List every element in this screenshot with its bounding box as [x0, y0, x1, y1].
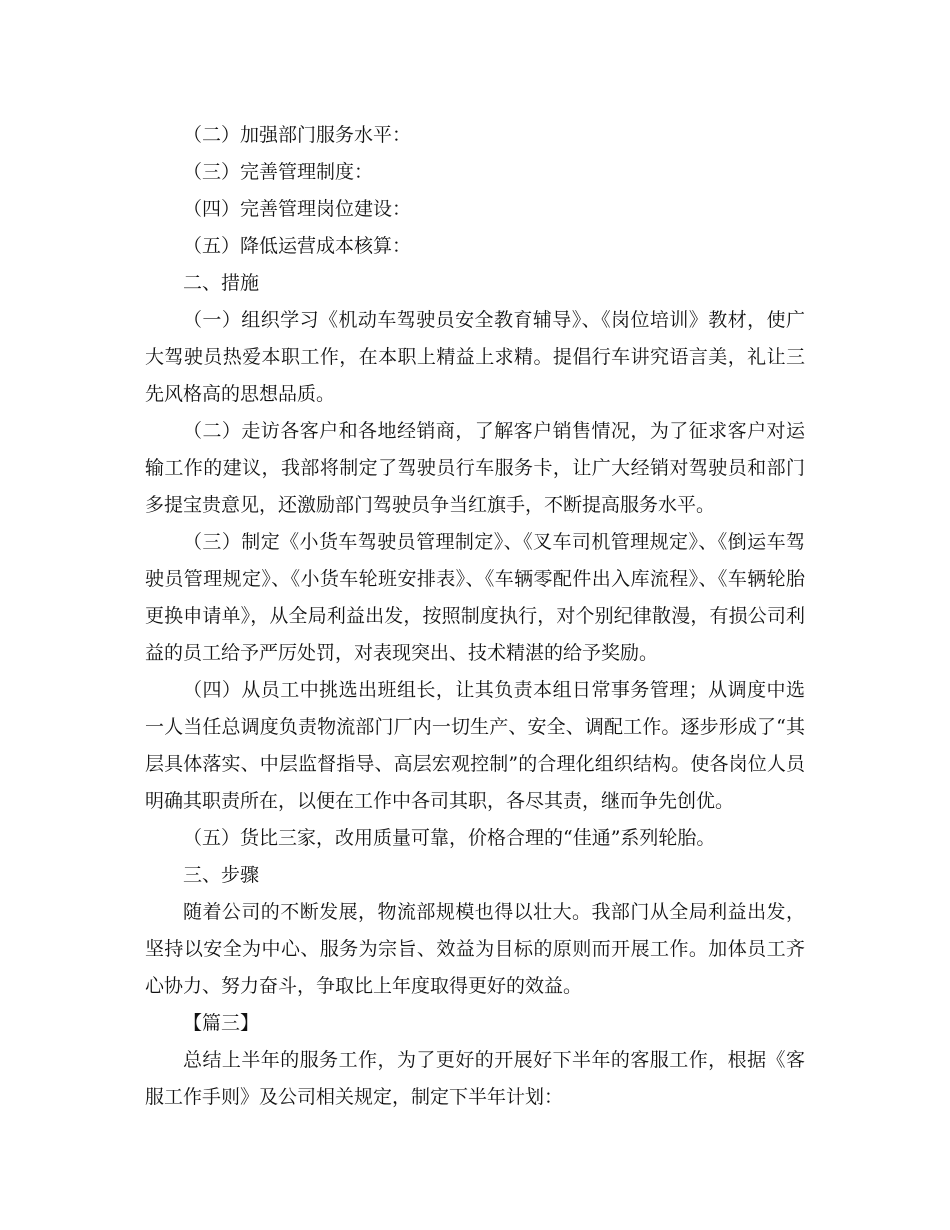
paragraph-measure-5: （五）货比三家，改用质量可靠，价格合理的“佳通”系列轮胎。 — [183, 827, 716, 849]
paragraph-measure-2: （二）走访各客户和各地经销商，了解客户销售情况，为了征求客户对运输工作的建议，我部将制定了驾驶员行车服务卡，让广大经销对驾驶员和部门多提宝贵意见，还激励部门驾驶员争当红旗手，不断提高服务水平。 — [145, 420, 805, 516]
section-heading-steps: 三、步骤 — [183, 864, 260, 886]
document-body — [145, 117, 805, 1116]
paragraph-goal-3: （三）完善管理制度： — [183, 161, 374, 183]
paragraph-measure-1: （一）组织学习《机动车驾驶员安全教育辅导》、《岗位培训》教材，使广大驾驶员热爱本职工作，在本职上精益上求精。提倡行车讲究语言美，礼让三先风格高的思想品质。 — [145, 309, 805, 405]
paragraph-goal-4: （四）完善管理岗位建设： — [183, 198, 412, 220]
paragraph-goal-5: （五）降低运营成本核算： — [183, 235, 412, 257]
paragraph-measure-3: （三）制定《小货车驾驶员管理制定》、《叉车司机管理规定》、《倒运车驾驶员管理规定》、《小货车轮班安排表》、《车辆零配件出入库流程》、《车辆轮胎更换申请单》，从全局利益出发，按照制度执行，对个别纪律散漫，有损公司利益的员工给予严厉处罚，对表现突出、技术精湛的给予奖励。 — [145, 531, 805, 664]
section-heading-measures: 二、措施 — [183, 272, 260, 294]
paragraph-measure-4: （四）从员工中挑选出班组长，让其负责本组日常事务管理；从调度中选一人当任总调度负责物流部门厂内一切生产、安全、调配工作。逐步形成了“其层具体落实、中层监督指导、高层宏观控制”的合理化组织结构。使各岗位人员明确其职责所在，以便在工作中各司其职，各尽其责，继而争先创优。 — [145, 679, 805, 812]
paragraph-goal-2: （二）加强部门服务水平： — [183, 124, 412, 146]
paragraph-steps: 随着公司的不断发展，物流部规模也得以壮大。我部门从全局利益出发，坚持以安全为中心、服务为宗旨、效益为目标的原则而开展工作。加体员工齐心协力、努力奋斗，争取比上年度取得更好的效益。 — [145, 901, 805, 997]
section-heading-part-three: 【篇三】 — [183, 1012, 260, 1034]
paragraph-part-three-intro: 总结上半年的服务工作，为了更好的开展好下半年的客服工作，根据《客服工作手则》及公司相关规定，制定下半年计划： — [145, 1049, 805, 1108]
